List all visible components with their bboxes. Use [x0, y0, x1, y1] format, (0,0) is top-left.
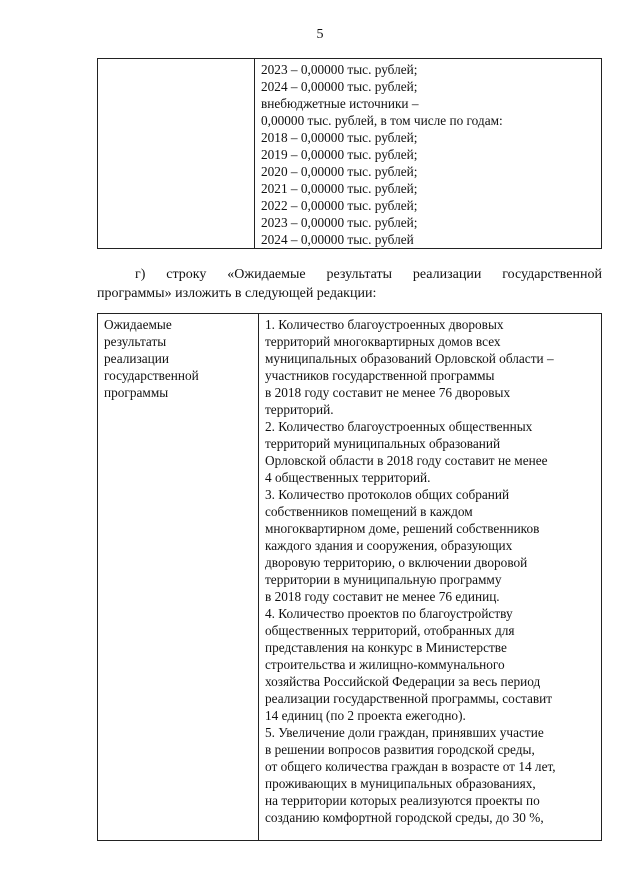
- label-line: реализации: [104, 351, 169, 366]
- financing-line: 2024 – 0,00000 тыс. рублей: [261, 232, 414, 247]
- result-line: территорий.: [265, 402, 334, 417]
- result-line: представления на конкурс в Министерстве: [265, 640, 507, 655]
- financing-line: 2023 – 0,00000 тыс. рублей;: [261, 215, 418, 230]
- label-line: результаты: [104, 334, 167, 349]
- result-line: 2. Количество благоустроенных общественных: [265, 419, 533, 434]
- result-line: строительства и жилищно-коммунального: [265, 657, 505, 672]
- label-line: программы: [104, 385, 169, 400]
- result-line: муниципальных образований Орловской области –: [265, 351, 554, 366]
- financing-line: 2023 – 0,00000 тыс. рублей;: [261, 62, 418, 77]
- label-line: государственной: [104, 368, 199, 383]
- result-line: хозяйства Российской Федерации за весь период: [265, 674, 541, 689]
- result-line: 5. Увеличение доли граждан, принявших участие: [265, 725, 544, 740]
- result-line: Орловской области в 2018 году составит не менее: [265, 453, 548, 468]
- financing-line: 2021 – 0,00000 тыс. рублей;: [261, 181, 418, 196]
- financing-line: внебюджетные источники –: [261, 96, 419, 111]
- result-line: участников государственной программы: [265, 368, 495, 383]
- page-number: 5: [316, 27, 324, 42]
- amendment-paragraph-line: г) строку «Ожидаемые результаты реализации государственной: [135, 267, 602, 282]
- expected-results-content-cell: [259, 314, 602, 841]
- financing-line: 2020 – 0,00000 тыс. рублей;: [261, 164, 418, 179]
- result-line: в 2018 году составит не менее 76 дворовых: [265, 385, 511, 400]
- result-line: 4 общественных территорий.: [265, 470, 431, 485]
- result-line: собственников помещений в каждом: [265, 504, 473, 519]
- financing-table: [97, 58, 602, 249]
- result-line: в 2018 году составит не менее 76 единиц.: [265, 589, 500, 604]
- result-line: каждого здания и сооружения, образующих: [265, 538, 513, 553]
- result-line: в решении вопросов развития городской среды,: [265, 742, 535, 757]
- financing-table-right-cell: [255, 59, 602, 249]
- result-line: проживающих в муниципальных образованиях,: [265, 776, 536, 791]
- result-line: 1. Количество благоустроенных дворовых: [265, 317, 504, 332]
- expected-results-table: [97, 313, 602, 841]
- result-line: территорий муниципальных образований: [265, 436, 501, 451]
- result-line: общественных территорий, отобранных для: [265, 623, 515, 638]
- expected-results-label-cell: [98, 314, 259, 841]
- result-line: территории в муниципальную программу: [265, 572, 502, 587]
- financing-line: 2024 – 0,00000 тыс. рублей;: [261, 79, 418, 94]
- result-line: 14 единиц (по 2 проекта ежегодно).: [265, 708, 466, 723]
- result-line: реализации государственной программы, составит: [265, 691, 553, 706]
- result-line: от общего количества граждан в возрасте от 14 лет,: [265, 759, 556, 774]
- result-line: созданию комфортной городской среды, до 30 %,: [265, 810, 544, 825]
- result-line: дворовую территорию, о включении дворовой: [265, 555, 528, 570]
- financing-line: 0,00000 тыс. рублей, в том числе по годам:: [261, 113, 503, 128]
- result-line: на территории которых реализуются проекты по: [265, 793, 540, 808]
- result-line: территорий многоквартирных домов всех: [265, 334, 501, 349]
- amendment-paragraph-line: программы» изложить в следующей редакции:: [97, 286, 377, 301]
- result-line: 3. Количество протоколов общих собраний: [265, 487, 510, 502]
- label-line: Ожидаемые: [104, 317, 172, 332]
- result-line: 4. Количество проектов по благоустройству: [265, 606, 513, 621]
- amendment-paragraph: [97, 265, 602, 303]
- financing-line: 2019 – 0,00000 тыс. рублей;: [261, 147, 418, 162]
- result-line: многоквартирном доме, решений собственников: [265, 521, 540, 536]
- financing-line: 2018 – 0,00000 тыс. рублей;: [261, 130, 418, 145]
- financing-line: 2022 – 0,00000 тыс. рублей;: [261, 198, 418, 213]
- financing-table-left-cell: [98, 59, 255, 249]
